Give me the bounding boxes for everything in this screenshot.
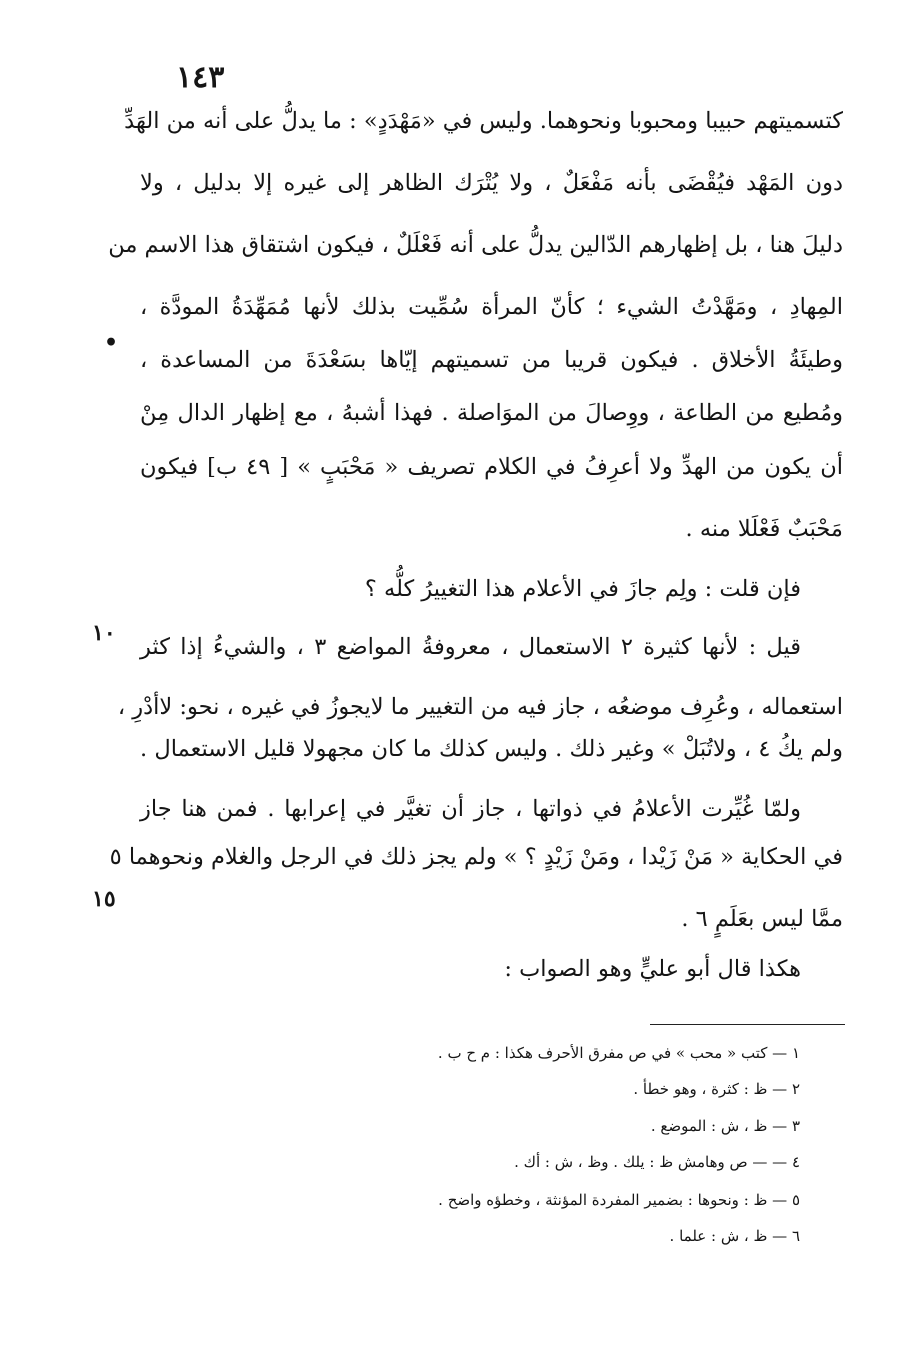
text-line: هكذا قال أبو عليٍّ وهو الصواب :	[504, 956, 801, 982]
footnote-divider	[650, 1024, 845, 1025]
text-line: ولم يكُ ٤ ، ولاتُبَلْ » وغير ذلك . وليس كذلك ما كان مجهولا قليل الاستعمال .	[140, 736, 843, 762]
text-line: ولمّا غُيِّرت الأعلامُ في ذواتها ، جاز أن تغيَّر في إعرابها . فمن هنا جاز	[140, 796, 801, 822]
footnote: ١ — كتب « محب » في ص مفرق الأحرف هكذا : م ح ب .	[437, 1044, 800, 1062]
text-line: مَحْبَبٌ فَعْلَلا منه .	[685, 516, 843, 542]
text-line: في الحكاية « مَنْ زَيْدا ، ومَنْ زَيْدٍ ؟ » ولم يجز ذلك في الرجل والغلام ونحوهما ٥	[109, 844, 843, 870]
text-line: كتسميتهم حبيبا ومحبوبا ونحوهما. وليس في «مَهْدَدٍ» : ما يدلُّ على أنه من الهَدِّ	[124, 108, 843, 134]
page-number: ١٤٣	[176, 60, 225, 95]
text-line: وطيئَةُ الأخلاق . فيكون قريبا من تسميتهم إيّاها بسَعْدَةَ من المساعدة ،	[140, 347, 843, 373]
text-line: أن يكون من الهدِّ ولا أعرِفُ في الكلام تصريف « مَحْبَبٍ » [ ٤٩ ب] فيكون	[140, 454, 843, 480]
margin-line-number-15: ١٥	[92, 886, 116, 912]
text-line: ومُطيع من الطاعة ، ووِصالَ من الموَاصلة . فهذا أشبهُ ، مع إظهار الدال مِنْ	[140, 400, 843, 426]
footnote: ٦ — ظ ، ش : علما .	[669, 1227, 800, 1245]
margin-bullet: •	[104, 330, 119, 356]
text-line: دون المَهْد فيُقْضَى بأنه مَفْعَلٌ ، ولا يُتْرَك الظاهر إلى غيره إلا بدليل ، ولا	[140, 170, 843, 196]
text-line: قيل : لأنها كثيرة ٢ الاستعمال ، معروفةُ المواضع ٣ ، والشيءُ إذا كثر	[140, 634, 802, 660]
text-line: استعماله ، وعُرِف موضعُه ، جاز فيه من التغيير ما لايجوزُ في غيره ، نحو: لاأدْرِ ،	[117, 694, 843, 720]
text-line: دليلَ هنا ، بل إظهارهم الدّالين يدلُّ على أنه فَعْلَلٌ ، فيكون اشتقاق هذا الاسم من	[108, 232, 843, 258]
text-line: ممَّا ليس بعَلَمٍ ٦ .	[681, 906, 843, 932]
footnote: ٣ — ظ ، ش : الموضع .	[650, 1117, 800, 1135]
margin-line-number-10: ١٠	[92, 620, 116, 646]
text-line: المِهادِ ، ومَهَّدْتُ الشيء ؛ كأنّ المرأة سُمِّيت بذلك لأنها مُمَهِّدَةُ المودَّة ،	[140, 294, 843, 320]
footnote: ٤ — — ص وهامش ظ : يلك . وظ ، ش : أك .	[514, 1153, 800, 1171]
footnote: ٢ — ظ : كثرة ، وهو خطأ .	[633, 1080, 800, 1098]
text-line: فإن قلت : ولِم جازَ في الأعلام هذا التغييرُ كلُّه ؟	[364, 576, 801, 602]
footnote: ٥ — ظ : ونحوها : بضمير المفردة المؤنثة ، وخطؤه واضح .	[438, 1191, 800, 1209]
